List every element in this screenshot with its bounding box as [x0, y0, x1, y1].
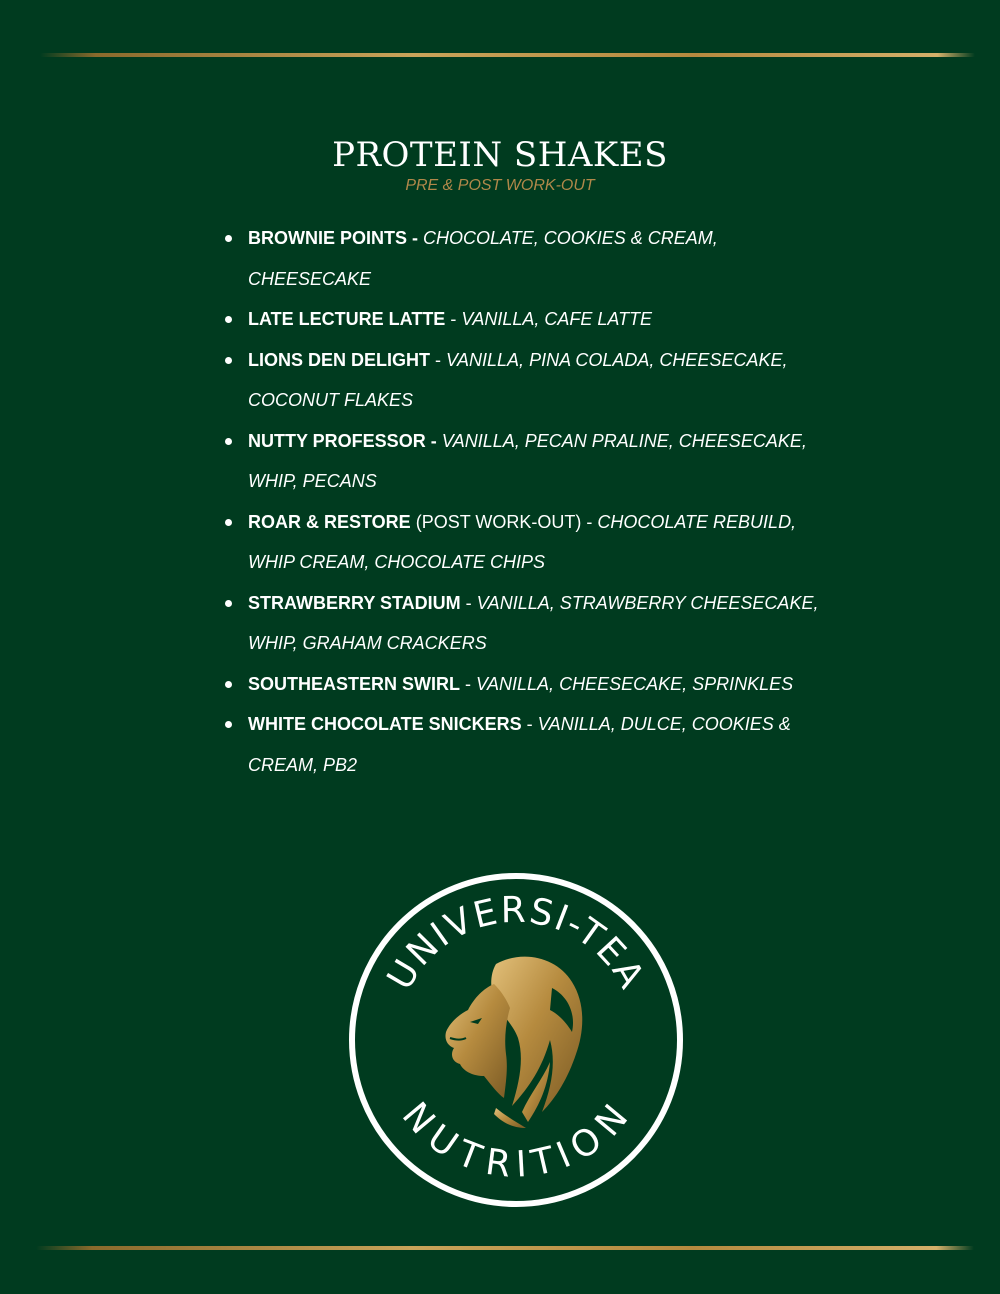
item-ingredients: CHOCOLATE, COOKIES & CREAM, CHEESECAKE: [248, 228, 718, 289]
item-name: NUTTY PROFESSOR -: [248, 430, 437, 451]
item-ingredients: VANILLA, PINA COLADA, CHEESECAKE, COCONUT FLAKES: [248, 349, 788, 410]
menu-item: [222, 583, 832, 664]
item-name: WHITE CHOCOLATE SNICKERS: [248, 714, 522, 734]
item-separator: -: [430, 349, 447, 370]
item-name: ROAR & RESTORE: [248, 511, 411, 532]
item-ingredients: VANILLA, CAFE LATTE: [461, 309, 653, 329]
logo-bottom-text: NUTRITION: [393, 1095, 639, 1187]
bottom-gold-rule: [36, 1246, 974, 1250]
item-separator: -: [445, 309, 462, 329]
item-separator: -: [521, 714, 538, 734]
menu-item: [222, 704, 832, 785]
menu-item: [222, 664, 832, 705]
menu-item: [222, 218, 832, 299]
page-title: PROTEIN SHAKES: [332, 134, 668, 175]
lion-head-icon: [445, 957, 582, 1128]
top-gold-rule: [40, 53, 975, 57]
item-name: LIONS DEN DELIGHT: [248, 349, 431, 370]
page-subtitle: PRE & POST WORK-OUT: [405, 177, 595, 194]
item-ingredients: VANILLA, CHEESECAKE, SPRINKLES: [476, 673, 794, 694]
logo-seal: [346, 872, 686, 1208]
item-ingredients: VANILLA, STRAWBERRY CHEESECAKE, WHIP, GRAHAM CRACKERS: [248, 592, 819, 653]
menu-item: [222, 421, 832, 502]
item-separator: -: [460, 673, 477, 694]
menu-item: [222, 299, 832, 340]
item-ingredients: VANILLA, PECAN PRALINE, CHEESECAKE, WHIP, PECANS: [248, 430, 807, 491]
universi-tea-logo: [346, 872, 686, 1208]
menu-item: [222, 340, 832, 421]
item-ingredients: CHOCOLATE REBUILD, WHIP CREAM, CHOCOLATE CHIPS: [248, 511, 797, 572]
menu-item: [222, 502, 832, 583]
item-ingredients: VANILLA, DULCE, COOKIES & CREAM, PB2: [248, 714, 791, 775]
item-name: SOUTHEASTERN SWIRL: [248, 673, 461, 694]
item-separator: -: [460, 592, 477, 613]
item-name: STRAWBERRY STADIUM: [248, 592, 461, 613]
logo-top-text: UNIVERSI-TEA: [379, 889, 653, 997]
item-note: (POST WORK-OUT) -: [415, 511, 598, 532]
item-name: LATE LECTURE LATTE: [248, 309, 446, 329]
item-name: BROWNIE POINTS -: [248, 228, 418, 248]
shake-menu-list: [222, 218, 832, 785]
